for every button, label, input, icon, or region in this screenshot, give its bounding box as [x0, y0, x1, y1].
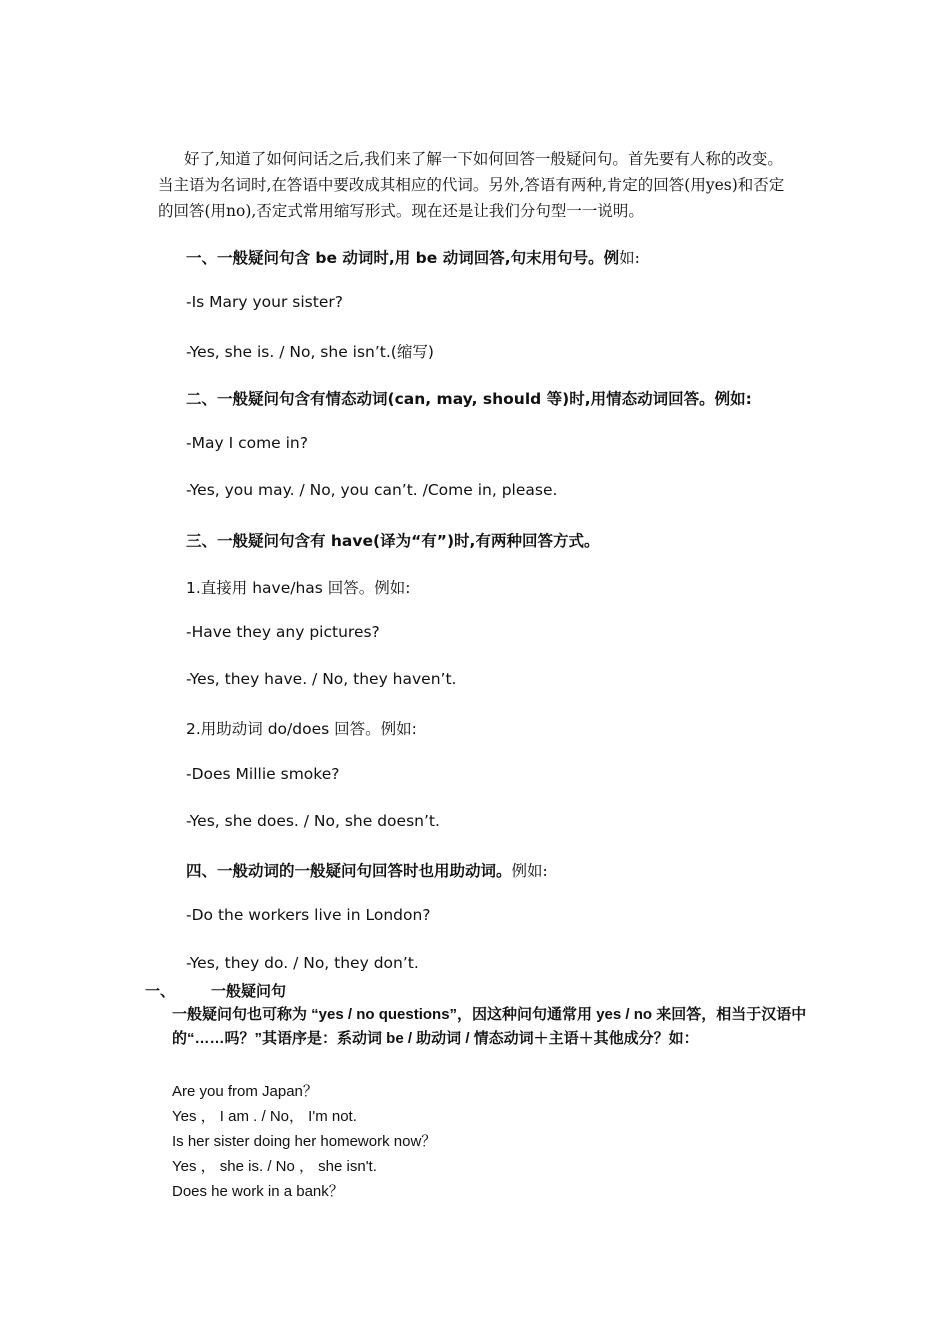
section2-example: Yes ， I am . / No， I'm not. — [172, 1108, 357, 1125]
heading-be-verb — [186, 246, 640, 268]
subheading-do-does: 2.用助动词 do/does 回答。例如: — [186, 720, 417, 738]
heading-have: 三、一般疑问句含有 have(译为“有”)时,有两种回答方式。 — [186, 532, 600, 550]
example-line: -May I come in? — [186, 434, 308, 452]
example-line: -Yes, they have. / No, they haven’t. — [186, 670, 457, 688]
section2-example: Yes ， she is. / No ， she isn't. — [172, 1158, 377, 1175]
section2-example: Are you from Japan？ — [172, 1083, 318, 1100]
subheading-have-has: 1.直接用 have/has 回答。例如: — [186, 579, 411, 597]
section2-example: Does he work in a bank？ — [172, 1183, 344, 1200]
example-line: -Yes, they do. / No, they don’t. — [186, 954, 419, 972]
example-line: -Do the workers live in London? — [186, 906, 431, 924]
section2-title: 一般疑问句 — [211, 983, 287, 1000]
example-line: -Does Millie smoke? — [186, 765, 340, 783]
heading-be-verb-tail: 如: — [619, 249, 640, 267]
intro-paragraph: 好了,知道了如何问话之后,我们来了解一下如何回答一般疑问句。首先要有人称的改变。当主语为名词时,在答语中要改成其相应的代词。另外,答语有两种,肯定的回答(用yes)和否定的回答(用no),否定式常用缩写形式。现在还是让我们分句型一一说明。 — [158, 150, 785, 220]
section2-heading — [145, 980, 286, 1001]
example-line: -Is Mary your sister? — [186, 293, 343, 311]
section2-example: Is her sister doing her homework now？ — [172, 1133, 437, 1150]
heading-general-verb — [186, 859, 548, 881]
heading-general-verb-tail: 例如: — [511, 862, 548, 880]
heading-general-verb-text: 四、一般动词的一般疑问句回答时也用助动词。 — [186, 862, 512, 880]
example-line: -Have they any pictures? — [186, 623, 380, 641]
section2-number: 一、 — [145, 983, 176, 1000]
heading-modal-verb: 二、一般疑问句含有情态动词(can, may, should 等)时,用情态动词回答。例如: — [186, 390, 752, 408]
example-line: -Yes, she does. / No, she doesn’t. — [186, 812, 440, 830]
example-line: -Yes, you may. / No, you can’t. /Come in, please. — [186, 481, 558, 499]
example-line: -Yes, she is. / No, she isn’t.(缩写) — [186, 343, 434, 361]
section2-paragraph: 一般疑问句也可称为 “yes / no questions”，因这种问句通常用 yes / no 来回答，相当于汉语中的“……吗？”其语序是：系动词 be / 助动词 / 情态动词＋主语＋其他成分？如： — [172, 1006, 807, 1047]
heading-be-verb-text: 一、一般疑问句含 be 动词时,用 be 动词回答,句末用句号。例 — [186, 249, 620, 267]
